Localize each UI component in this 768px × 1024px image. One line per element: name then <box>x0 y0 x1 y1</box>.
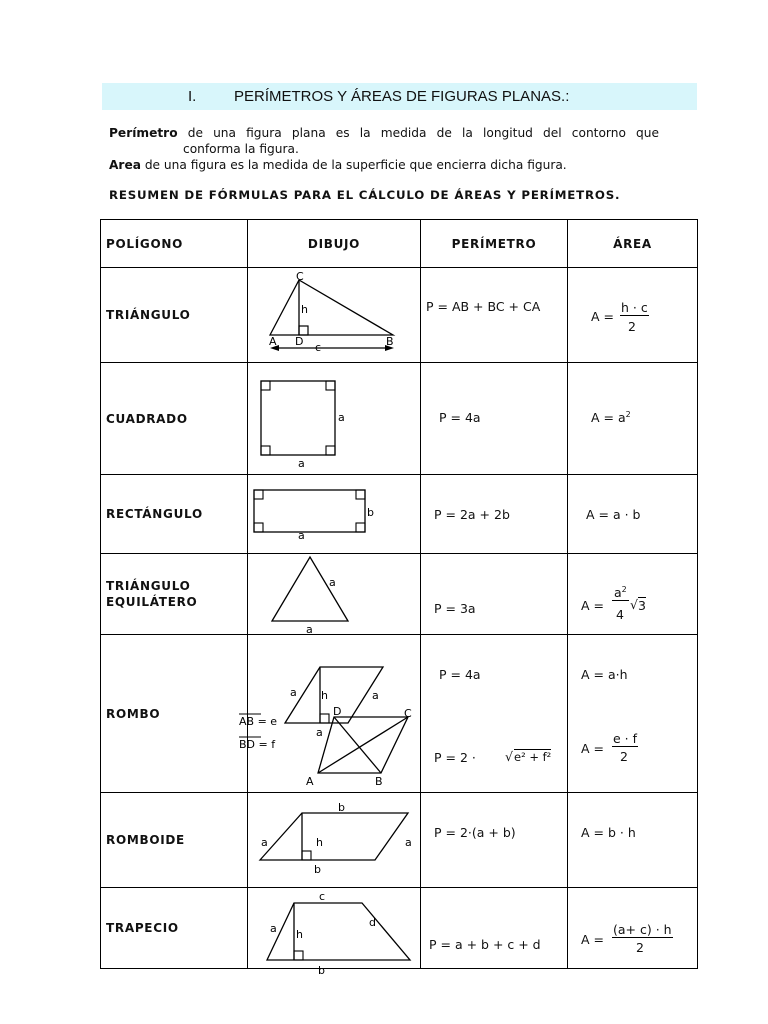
rhombus-perimeter-2-lhs: P = 2 · <box>434 750 476 765</box>
label-side: a <box>338 411 345 424</box>
area-text: de una figura es la medida de la superficie que encierra dicha figura. <box>144 158 567 172</box>
label-c-base: c <box>315 341 322 354</box>
triangle-figure <box>248 268 421 362</box>
label-d: D <box>333 705 342 718</box>
label-b: b <box>318 964 325 977</box>
table-header-row <box>101 220 698 268</box>
label-b: B <box>386 335 394 348</box>
rhombus-area-1: A = a·h <box>581 667 628 682</box>
label-d: D <box>295 335 304 348</box>
label-pb: B <box>375 775 383 788</box>
label-a-right: a <box>405 836 412 849</box>
equilateral-triangle-drawing <box>248 554 421 635</box>
triangle-area-cell <box>568 268 698 363</box>
rhomboid-figure <box>248 793 421 887</box>
perimeter-text-line2: conforma la figura. <box>183 142 299 156</box>
trapezoid-perimeter: P = a + b + c + d <box>429 937 541 952</box>
rectangle-drawing <box>248 475 421 554</box>
rhomboid-area-cell <box>568 793 698 888</box>
label-h: h <box>301 303 308 316</box>
equilateral-area-cell <box>568 554 698 635</box>
table-row <box>101 888 698 969</box>
table-row <box>101 268 698 363</box>
equilateral-triangle-figure <box>248 554 421 634</box>
label-a2: a <box>372 689 379 702</box>
label-ab-eq: AB = e <box>239 715 278 728</box>
row-name-square: CUADRADO <box>101 363 248 475</box>
perimeter-term: Perímetro <box>109 126 178 140</box>
sqrt-symbol: √ <box>505 749 513 764</box>
rhombus-area-2-denominator: 2 <box>620 749 628 764</box>
label-h: h <box>321 689 328 702</box>
table-row <box>101 793 698 888</box>
square-perimeter: P = 4a <box>439 410 481 425</box>
rhomboid-perimeter-cell <box>421 793 568 888</box>
label-bottom: a <box>298 457 305 470</box>
label-a-left: a <box>261 836 268 849</box>
label-b: b <box>367 506 374 519</box>
table-row <box>101 475 698 554</box>
triangle-area-denominator: 2 <box>628 319 636 334</box>
rhombus-area-cell <box>568 635 698 793</box>
square-area-cell <box>568 363 698 475</box>
label-a: a <box>270 922 277 935</box>
square-area: $A = a^2$ <box>591 410 631 426</box>
rectangle-perimeter: P = 2a + 2b <box>434 507 510 522</box>
trapezoid-figure <box>248 888 421 977</box>
rectangle-area: A = a · b <box>586 507 641 522</box>
row-name-equilateral-triangle: TRIÁNGULO EQUILÁTERO <box>101 554 248 635</box>
square-figure <box>248 363 421 474</box>
table-row <box>101 554 698 635</box>
section-title-bar <box>102 83 697 110</box>
table-row <box>101 363 698 475</box>
trapezoid-area-lhs: A = <box>581 932 604 947</box>
label-a: A <box>269 335 277 348</box>
trapezoid-perimeter-cell <box>421 888 568 969</box>
sqrt-symbol: √ <box>630 597 638 612</box>
triangle-area-lhs: A = <box>591 309 614 324</box>
header-area: ÁREA <box>568 220 698 268</box>
perimeter-definition <box>109 125 659 173</box>
label-c: C <box>404 707 412 720</box>
perimeter-text-line1: de una figura plana es la medida de la longitud del contorno que <box>187 126 659 140</box>
triangle-area-numerator: h · c <box>621 300 648 315</box>
section-title: PERÍMETROS Y ÁREAS DE FIGURAS PLANAS.: <box>234 88 570 105</box>
rhomboid-perimeter: P = 2·(a + b) <box>434 825 516 840</box>
rhombus-area-2-lhs: A = <box>581 741 604 756</box>
header-polygon: POLÍGONO <box>101 220 248 268</box>
equilateral-area-numerator: $a^2$ <box>614 585 627 601</box>
summary-heading: RESUMEN DE FÓRMULAS PARA EL CÁLCULO DE ÁREAS Y PERÍMETROS. <box>109 188 621 202</box>
label-a3: a <box>316 726 323 739</box>
label-h: h <box>296 928 303 941</box>
row-name-rectangle: RECTÁNGULO <box>101 475 248 554</box>
label-bottom: a <box>306 623 313 636</box>
rhombus-figure <box>239 635 421 792</box>
rectangle-perimeter-cell <box>421 475 568 554</box>
label-b-top: b <box>338 801 345 814</box>
rhombus-perimeter-cell <box>421 635 568 793</box>
row-name-trapezoid: TRAPECIO <box>101 888 248 969</box>
label-c-vertex: C <box>296 270 304 283</box>
label-b-bottom: b <box>314 863 321 876</box>
triangle-perimeter: P = AB + BC + CA <box>426 299 541 314</box>
formulas-table <box>100 219 698 977</box>
rectangle-area-cell <box>568 475 698 554</box>
table-row <box>101 635 698 793</box>
label-a: a <box>298 529 305 542</box>
equilateral-area-root: 3 <box>638 598 646 613</box>
section-number: I. <box>188 88 197 105</box>
rhomboid-drawing <box>248 793 421 888</box>
label-pa: A <box>306 775 314 788</box>
square-perimeter-cell <box>421 363 568 475</box>
square-drawing <box>248 363 421 475</box>
equilateral-area-lhs: A = <box>581 598 604 613</box>
rhombus-drawing <box>239 635 421 793</box>
triangle-perimeter-cell <box>421 268 568 363</box>
equilateral-perimeter: P = 3a <box>434 601 476 616</box>
label-h: h <box>316 836 323 849</box>
equilateral-area-denominator: 4 <box>616 607 624 622</box>
rhombus-perimeter-2-root: e² + f² <box>514 750 552 764</box>
equilateral-perimeter-cell <box>421 554 568 635</box>
label-side: a <box>329 576 336 589</box>
header-perimeter: PERÍMETRO <box>421 220 568 268</box>
rhomboid-area: A = b · h <box>581 825 636 840</box>
area-term: Area <box>109 158 141 172</box>
label-a1: a <box>290 686 297 699</box>
trapezoid-drawing <box>248 888 421 977</box>
header-drawing: DIBUJO <box>248 220 421 268</box>
label-bd-eq: BD = f <box>239 738 276 751</box>
row-name-rhombus: ROMBO <box>101 635 248 793</box>
rectangle-figure <box>248 475 421 553</box>
label-c: c <box>319 890 326 903</box>
trapezoid-area-numerator: (a+ c) · h <box>613 922 672 937</box>
trapezoid-area-cell <box>568 888 698 969</box>
trapezoid-area-denominator: 2 <box>636 940 644 955</box>
rhombus-area-2-numerator: e · f <box>613 731 638 746</box>
row-name-triangle: TRIÁNGULO <box>101 268 248 363</box>
row-name-rhomboid: ROMBOIDE <box>101 793 248 888</box>
rhombus-perimeter-1: P = 4a <box>439 667 481 682</box>
label-d: d <box>369 916 376 929</box>
triangle-drawing <box>248 268 421 363</box>
